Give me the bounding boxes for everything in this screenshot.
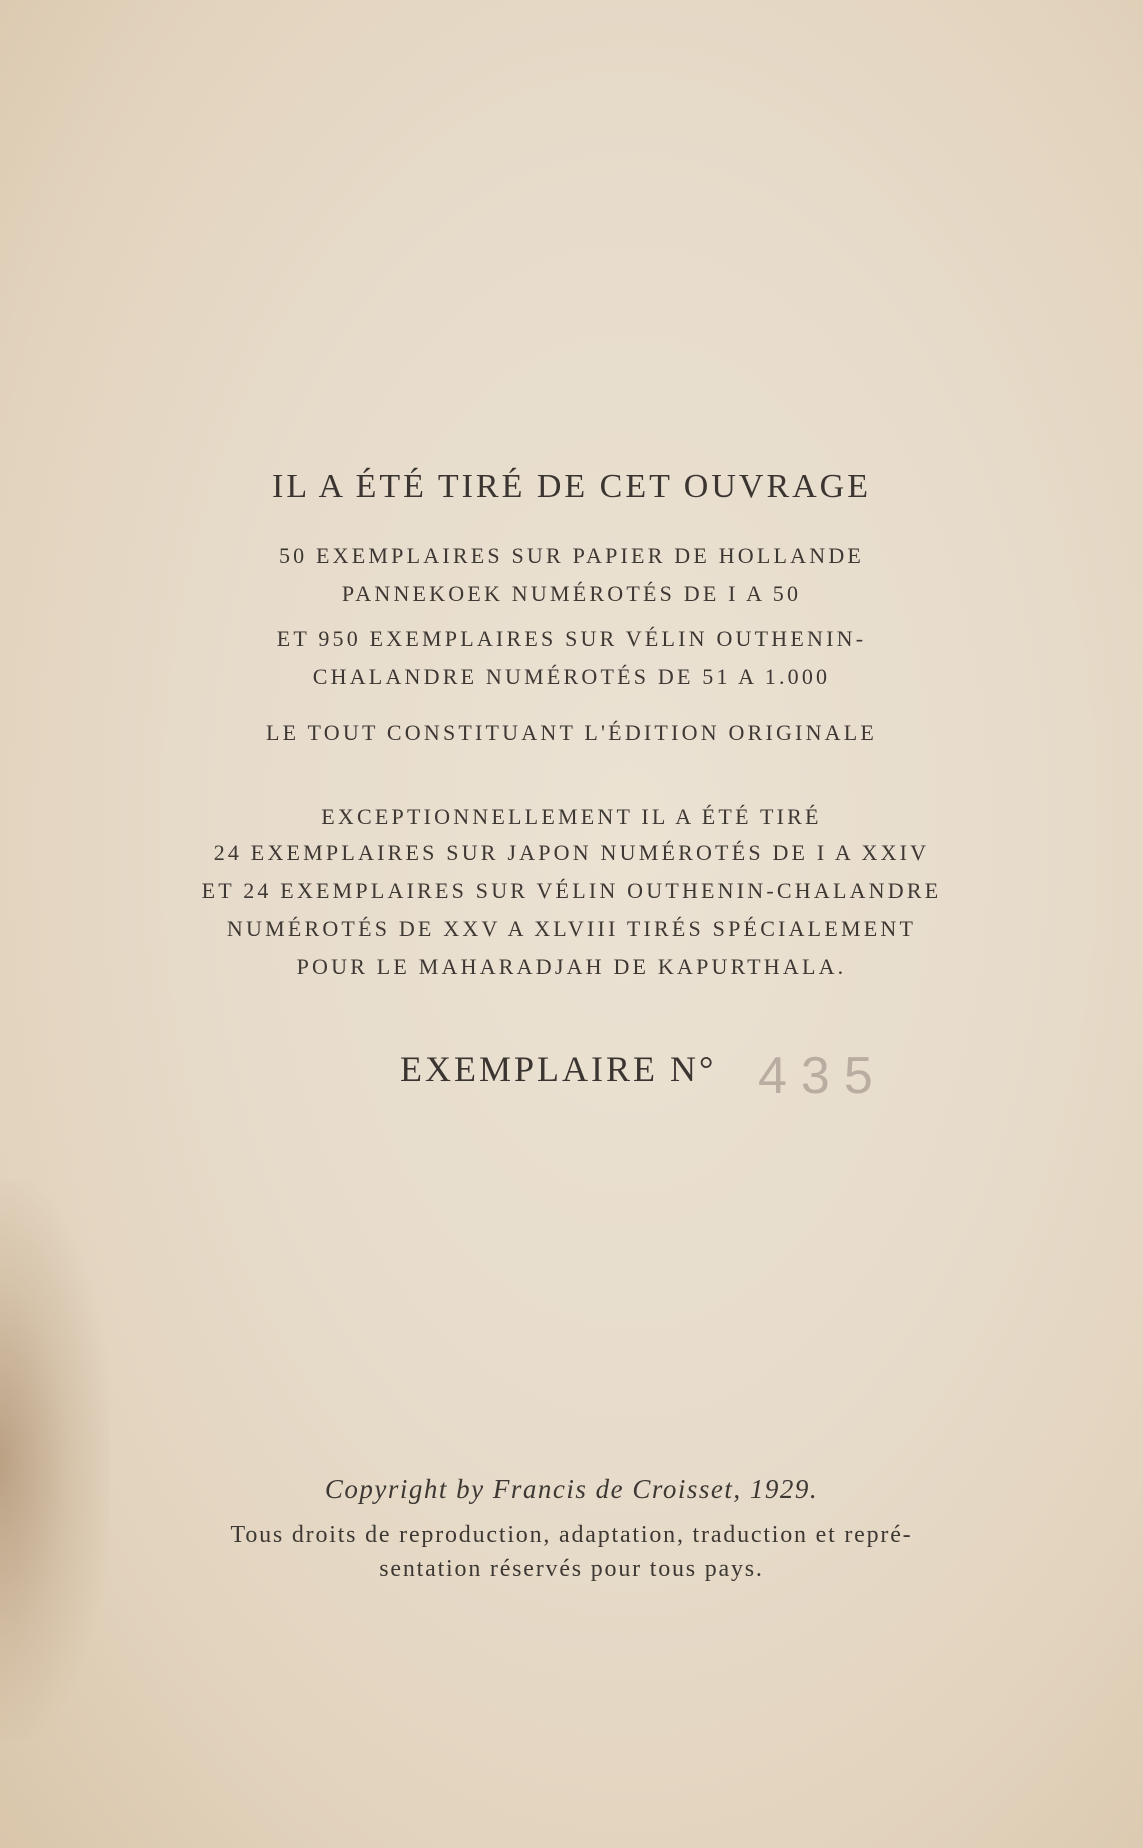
copy-number-stamp: 435 [758, 1047, 887, 1105]
limitation-line: 50 EXEMPLAIRES SUR PAPIER DE HOLLANDE [278, 543, 865, 568]
special-edition-line: 24 EXEMPLAIRES SUR JAPON NUMÉROTÉS DE I A XXIV [213, 840, 930, 865]
limitation-line: LE TOUT CONSTITUANT L'ÉDITION ORIGINALE [265, 720, 878, 745]
rights-notice-line: Tous droits de reproduction, adaptation, traduction et repré- [230, 1522, 913, 1548]
rights-notice-line: sentation réservés pour tous pays. [379, 1556, 764, 1582]
limitation-line: ET 950 EXEMPLAIRES SUR VÉLIN OUTHENIN- [276, 626, 867, 651]
limitation-line: CHALANDRE NUMÉROTÉS DE 51 A 1.000 [312, 664, 831, 689]
special-edition-line: POUR LE MAHARADJAH DE KAPURTHALA. [296, 954, 847, 979]
copyright-notice: Copyright by Francis de Croisset, 1929. [324, 1474, 819, 1504]
page-stain [0, 1180, 110, 1740]
limitation-line: PANNEKOEK NUMÉROTÉS DE I A 50 [341, 581, 802, 606]
special-edition-line: EXCEPTIONNELLEMENT IL A ÉTÉ TIRÉ [321, 804, 822, 829]
copy-number-label: EXEMPLAIRE N° [400, 1049, 717, 1089]
limitation-heading: IL A ÉTÉ TIRÉ DE CET OUVRAGE [272, 468, 871, 505]
special-edition-line: NUMÉROTÉS DE XXV A XLVIII TIRÉS SPÉCIALEMENT [226, 916, 917, 941]
special-edition-line: ET 24 EXEMPLAIRES SUR VÉLIN OUTHENIN-CHALANDRE [201, 878, 942, 903]
